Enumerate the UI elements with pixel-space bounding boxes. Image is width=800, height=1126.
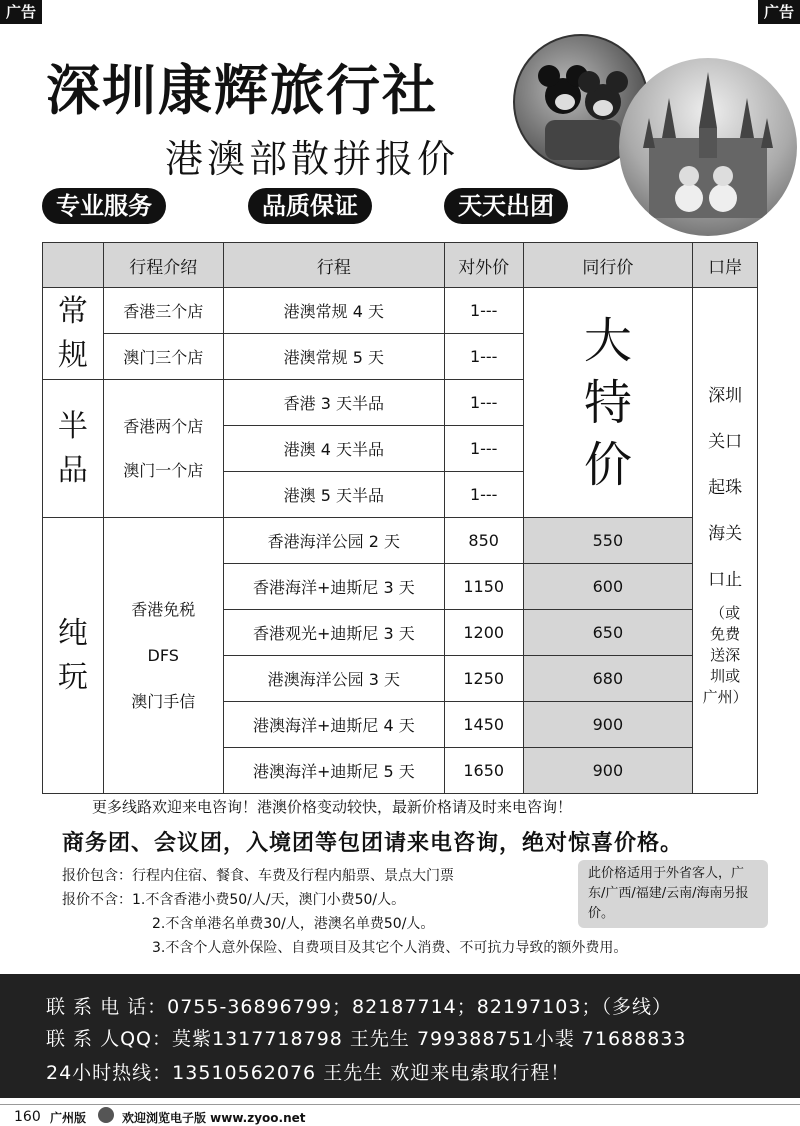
price-excludes-1: 报价不含：1.不含香港小费50/人/天，澳门小费50/人。: [62, 892, 406, 908]
page-subtitle: 港澳部散拼报价: [165, 137, 460, 181]
header-port: 口岸: [693, 243, 758, 288]
special-price: 大 特 价: [523, 288, 693, 518]
route-cell: 港澳常规 4 天: [223, 288, 444, 334]
table-row: [43, 288, 758, 334]
port-cell: 深圳 关口 起珠 海关 口止 （或 免费 送深 圳或 广州）: [693, 288, 758, 794]
category-half: 半 品: [43, 380, 104, 518]
contact-qq: 联 系 人QQ：莫紫1317718798 王先生 799388751小裴 71688833: [46, 1028, 687, 1050]
public-price-cell: 1---: [444, 426, 523, 472]
table-row: [43, 518, 758, 564]
category-pure-tour: 纯 玩: [43, 518, 104, 794]
page-footer: [0, 1106, 800, 1126]
route-cell: 香港观光+迪斯尼 3 天: [223, 610, 444, 656]
contact-hotline: 24小时热线：13510562076 王先生 欢迎来电索取行程！: [46, 1062, 571, 1084]
public-price-cell: 1---: [444, 380, 523, 426]
contact-phone: 联 系 电 话：0755-36896799；82187714；82197103；（多线）: [46, 996, 672, 1018]
header-empty: [43, 243, 104, 288]
price-excludes-2: 2.不含单港名单费30/人，港澳名单费50/人。: [152, 916, 435, 932]
public-price-cell: 1200: [444, 610, 523, 656]
route-cell: 港澳海洋公园 3 天: [223, 656, 444, 702]
route-cell: 港澳海洋+迪斯尼 4 天: [223, 702, 444, 748]
public-price-cell: 1---: [444, 472, 523, 518]
province-note: 此价格适用于外省客人，广东/广西/福建/云南/海南另报价。: [578, 860, 768, 928]
peer-price-cell: 550: [523, 518, 693, 564]
ad-label-left: 广告: [0, 0, 42, 24]
public-price-cell: 850: [444, 518, 523, 564]
route-cell: 港澳 5 天半品: [223, 472, 444, 518]
tag-daily-departure: 天天出团: [444, 188, 568, 224]
edition-label: 广州版: [50, 1111, 87, 1125]
disney-castle-photo: [619, 58, 797, 236]
peer-price-cell: 900: [523, 702, 693, 748]
peer-price-cell: 900: [523, 748, 693, 794]
logo-icon: [98, 1107, 114, 1123]
site-label: 欢迎浏览电子版 www.zyoo.net: [122, 1111, 306, 1125]
intro-cell: 香港两个店 澳门一个店: [103, 380, 223, 518]
intro-cell: 香港免税 DFS 澳门手信: [103, 518, 223, 794]
public-price-cell: 1250: [444, 656, 523, 702]
price-excludes-3: 3.不含个人意外保险、自费项目及其它个人消费、不可抗力导致的额外费用。: [152, 940, 628, 956]
route-cell: 港澳 4 天半品: [223, 426, 444, 472]
page-number: 160: [14, 1109, 41, 1125]
peer-price-cell: 680: [523, 656, 693, 702]
public-price-cell: 1---: [444, 334, 523, 380]
price-table: [42, 242, 758, 794]
peer-price-cell: 600: [523, 564, 693, 610]
intro-cell: 香港三个店: [103, 288, 223, 334]
public-price-cell: 1450: [444, 702, 523, 748]
more-routes-note: 更多线路欢迎来电咨询！港澳价格变动较快，最新价格请及时来电咨询！: [92, 798, 573, 816]
peer-price-cell: 650: [523, 610, 693, 656]
page-divider: [0, 1104, 800, 1105]
brand-title: 深圳康辉旅行社: [46, 59, 438, 122]
header-peer-price: 同行价: [523, 243, 693, 288]
route-cell: 港澳海洋+迪斯尼 5 天: [223, 748, 444, 794]
header-intro: 行程介绍: [103, 243, 223, 288]
route-cell: 香港海洋公园 2 天: [223, 518, 444, 564]
route-cell: 香港 3 天半品: [223, 380, 444, 426]
tag-professional-service: 专业服务: [42, 188, 166, 224]
header-public-price: 对外价: [444, 243, 523, 288]
table-header-row: [43, 243, 758, 288]
ad-label-right: 广告: [758, 0, 800, 24]
public-price-cell: 1---: [444, 288, 523, 334]
price-includes: 报价包含：行程内住宿、餐食、车费及行程内船票、景点大门票: [62, 868, 454, 884]
public-price-cell: 1650: [444, 748, 523, 794]
header-route: 行程: [223, 243, 444, 288]
route-cell: 港澳常规 5 天: [223, 334, 444, 380]
route-cell: 香港海洋+迪斯尼 3 天: [223, 564, 444, 610]
tag-quality-guarantee: 品质保证: [248, 188, 372, 224]
group-tour-note: 商务团、会议团，入境团等包团请来电咨询，绝对惊喜价格。: [62, 831, 684, 856]
contact-footer: [0, 974, 800, 1098]
category-regular: 常 规: [43, 288, 104, 380]
intro-cell: 澳门三个店: [103, 334, 223, 380]
public-price-cell: 1150: [444, 564, 523, 610]
price-terms: [62, 864, 627, 960]
